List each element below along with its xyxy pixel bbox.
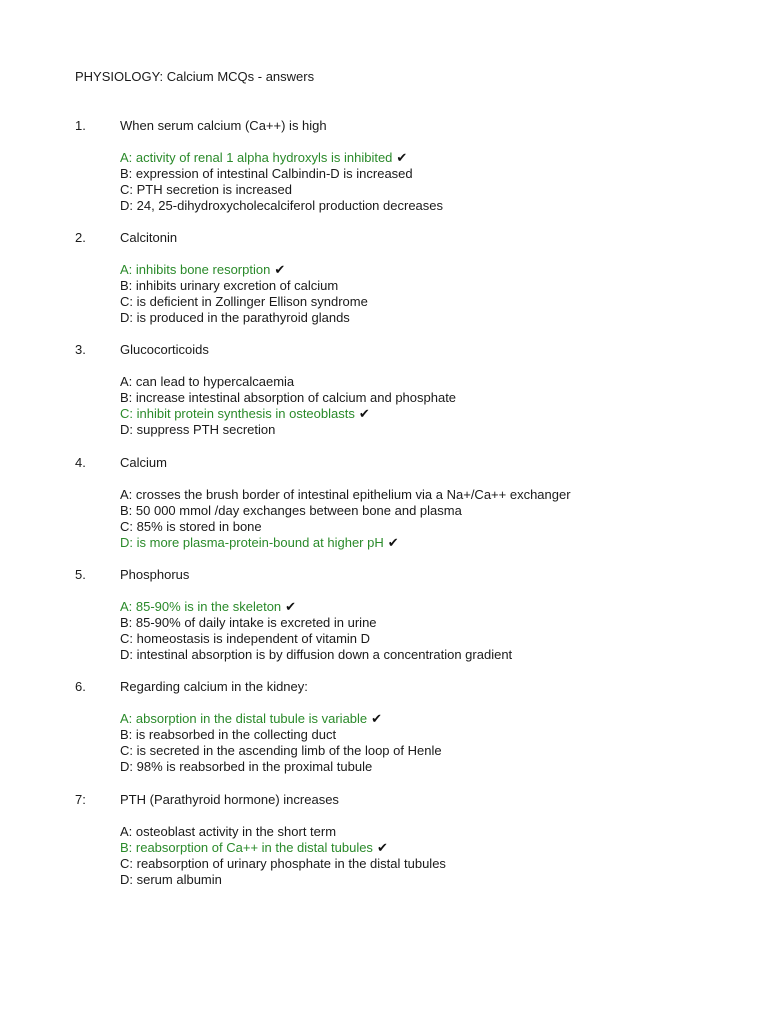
answer-option-c: C: PTH secretion is increased — [120, 182, 292, 197]
question-header — [75, 567, 735, 583]
answer-option-d: D: suppress PTH secretion — [120, 422, 276, 437]
answer-option-a — [120, 599, 735, 615]
answer-option-c: C: reabsorption of urinary phosphate in the distal tubules — [120, 856, 446, 871]
question-text: Regarding calcium in the kidney: — [120, 679, 308, 694]
answer-option-a — [120, 262, 735, 278]
check-mark-icon: ✔ — [376, 841, 388, 856]
answer-option-b: B: 85-90% of daily intake is excreted in urine — [120, 615, 377, 630]
document-title: PHYSIOLOGY: Calcium MCQs - answers — [75, 69, 315, 84]
check-mark-icon: ✔ — [387, 536, 399, 551]
question-text: PTH (Parathyroid hormone) increases — [120, 792, 339, 807]
question-1 — [75, 118, 735, 214]
answer-option-d: D: serum albumin — [120, 872, 222, 887]
question-number: 2. — [75, 230, 86, 245]
answer-options — [120, 824, 735, 888]
answer-option-a: A: osteoblast activity in the short term — [120, 824, 337, 839]
answer-option-d — [120, 535, 735, 551]
question-header — [75, 342, 735, 358]
answer-option-a: A: crosses the brush border of intestinal epithelium via a Na+/Ca++ exchanger — [120, 487, 571, 502]
answer-options — [120, 262, 735, 326]
answer-option-label: B: reabsorption of Ca++ in the distal tubules — [120, 840, 373, 855]
answer-option-label: D: is more plasma-protein-bound at higher pH — [120, 535, 384, 550]
question-5 — [75, 567, 735, 663]
question-text: Calcitonin — [120, 230, 178, 245]
answer-options — [120, 150, 735, 214]
answer-options — [120, 374, 735, 438]
answer-option-d: D: is produced in the parathyroid glands — [120, 310, 350, 325]
question-6 — [75, 679, 735, 775]
question-text: When serum calcium (Ca++) is high — [120, 118, 327, 133]
question-header — [75, 455, 735, 471]
question-text: Calcium — [120, 455, 167, 470]
check-mark-icon: ✔ — [371, 712, 383, 727]
answer-options — [120, 599, 735, 663]
question-4 — [75, 455, 735, 551]
question-7 — [75, 792, 735, 888]
answer-option-label: A: absorption in the distal tubule is variable — [120, 711, 368, 726]
answer-option-d: D: intestinal absorption is by diffusion down a concentration gradient — [120, 647, 513, 662]
answer-option-a: A: can lead to hypercalcaemia — [120, 374, 295, 389]
question-number: 1. — [75, 118, 86, 133]
answer-options — [120, 711, 735, 775]
question-number: 6. — [75, 679, 86, 694]
answer-option-a — [120, 150, 735, 166]
question-2 — [75, 230, 735, 326]
check-mark-icon: ✔ — [396, 151, 408, 166]
question-header — [75, 230, 735, 246]
question-number: 5. — [75, 567, 86, 582]
answer-option-b — [120, 840, 735, 856]
answer-option-d: D: 24, 25-dihydroxycholecalciferol production decreases — [120, 198, 444, 213]
answer-option-c — [120, 406, 735, 422]
answer-options — [120, 487, 735, 551]
question-header — [75, 118, 735, 134]
check-mark-icon: ✔ — [358, 407, 370, 422]
answer-option-c: C: is secreted in the ascending limb of the loop of Henle — [120, 743, 442, 758]
question-number: 7: — [75, 792, 86, 807]
answer-option-label: C: inhibit protein synthesis in osteoblasts — [120, 406, 355, 421]
question-header — [75, 792, 735, 808]
check-mark-icon: ✔ — [274, 263, 286, 278]
answer-option-b: B: 50 000 mmol /day exchanges between bone and plasma — [120, 503, 462, 518]
question-header — [75, 679, 735, 695]
answer-option-label: A: inhibits bone resorption — [120, 262, 271, 277]
answer-option-d: D: 98% is reabsorbed in the proximal tubule — [120, 759, 373, 774]
question-text: Phosphorus — [120, 567, 190, 582]
answer-option-c: C: homeostasis is independent of vitamin D — [120, 631, 371, 646]
answer-option-label: A: activity of renal 1 alpha hydroxyls is inhibited — [120, 150, 393, 165]
question-number: 3. — [75, 342, 86, 357]
question-number: 4. — [75, 455, 86, 470]
question-3 — [75, 342, 735, 438]
check-mark-icon: ✔ — [285, 600, 297, 615]
answer-option-label: A: 85-90% is in the skeleton — [120, 599, 282, 614]
answer-option-c: C: 85% is stored in bone — [120, 519, 262, 534]
answer-option-b: B: expression of intestinal Calbindin-D is increased — [120, 166, 413, 181]
answer-option-b: B: increase intestinal absorption of calcium and phosphate — [120, 390, 457, 405]
answer-option-b: B: is reabsorbed in the collecting duct — [120, 727, 337, 742]
answer-option-c: C: is deficient in Zollinger Ellison syndrome — [120, 294, 368, 309]
question-text: Glucocorticoids — [120, 342, 209, 357]
answer-option-a — [120, 711, 735, 727]
answer-option-b: B: inhibits urinary excretion of calcium — [120, 278, 339, 293]
